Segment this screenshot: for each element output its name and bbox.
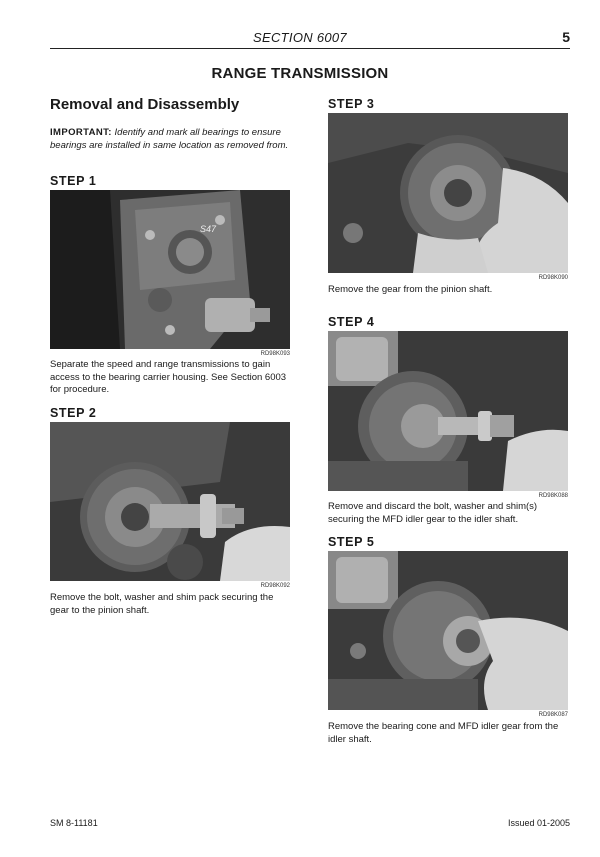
header-rule — [50, 48, 570, 49]
step-3-photo — [328, 113, 568, 273]
step-4-photo — [328, 331, 568, 491]
step-5-photo-code: RD98K087 — [538, 712, 568, 718]
step-2-photo-code: RD98K092 — [260, 583, 290, 589]
section-header: SECTION 6007 — [253, 30, 347, 45]
step-2-caption: Remove the bolt, washer and shim pack securing the gear to the pinion shaft. — [50, 592, 274, 616]
step-5-caption: Remove the bearing cone and MFD idler gear from the idler shaft. — [328, 721, 559, 745]
important-text: Identify and mark all bearings to ensure bearings are installed in same location as removed from. — [50, 127, 289, 151]
step-5-photo — [328, 551, 568, 710]
step-1-caption: Separate the speed and range transmissions to gain access to the bearing carrier housing. See Section 6003 for procedure. — [50, 359, 287, 395]
document-title: RANGE TRANSMISSION — [211, 65, 389, 82]
step-3-heading: STEP 3 — [328, 97, 375, 111]
step-4-caption: Remove and discard the bolt, washer and shim(s) securing the MFD idler gear to the idler shaft. — [328, 501, 538, 525]
footer-manual-number: SM 8-11181 — [50, 818, 98, 828]
step-2-heading: STEP 2 — [50, 406, 97, 420]
important-label: IMPORTANT: — [50, 127, 112, 138]
step-2-photo — [50, 422, 290, 581]
step-4-heading: STEP 4 — [328, 315, 375, 329]
footer-issue-date: Issued 01-2005 — [507, 818, 570, 828]
step-4-photo-code: RD98K088 — [538, 493, 568, 499]
step-5-heading: STEP 5 — [328, 535, 375, 549]
step-1-photo — [50, 190, 290, 349]
svg-text:S47: S47 — [200, 224, 217, 234]
page-number: 5 — [562, 29, 570, 45]
section-subtitle: Removal and Disassembly — [50, 96, 240, 113]
step-3-photo-code: RD98K090 — [538, 275, 568, 281]
important-note — [50, 126, 298, 152]
step-3-caption: Remove the gear from the pinion shaft. — [328, 284, 493, 295]
step-1-heading: STEP 1 — [50, 174, 97, 188]
step-1-photo-code: RD98K093 — [260, 351, 290, 357]
